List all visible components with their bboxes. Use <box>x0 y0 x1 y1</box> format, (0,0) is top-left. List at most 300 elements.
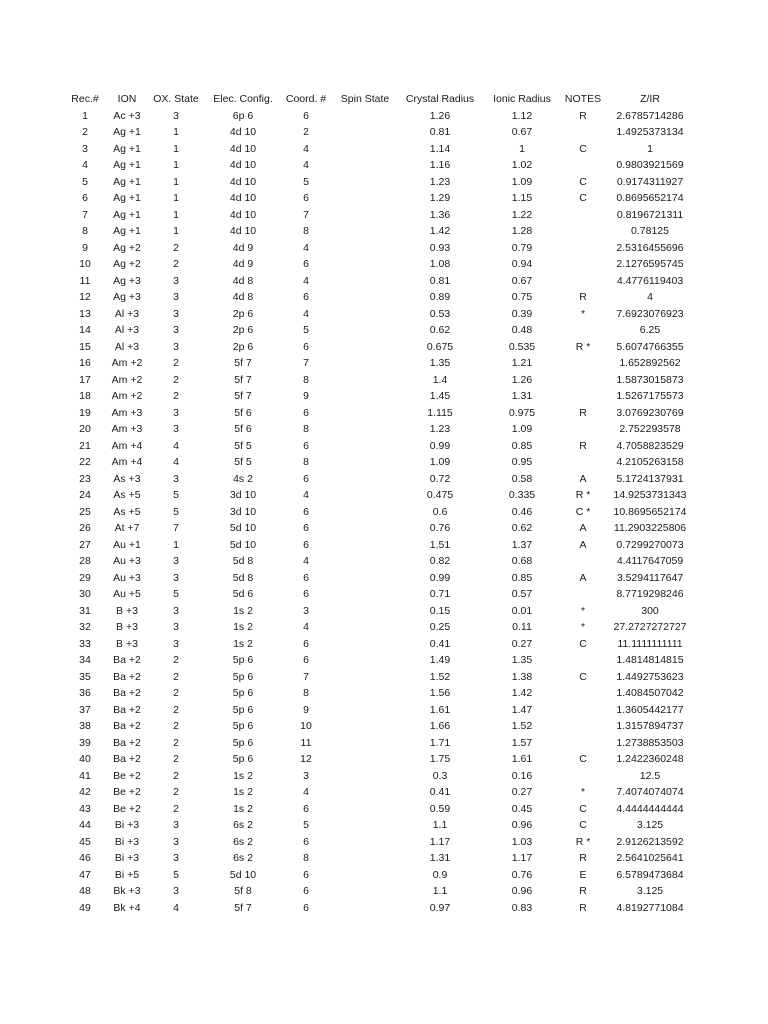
cell-ion: Am +3 <box>111 423 143 435</box>
cell-ion: B +3 <box>116 637 138 650</box>
cell-ion: Am +2 <box>111 357 143 369</box>
cell-z-ir: 1.652892562 <box>619 357 681 369</box>
cell-coord: 7 <box>303 357 309 369</box>
cell-z-ir: 3.0769230769 <box>616 406 684 419</box>
cell-z-ir: 2.752293578 <box>619 423 681 435</box>
table-row <box>0 141 768 158</box>
cell-crystal-radius: 0.25 <box>429 621 451 633</box>
cell-crystal-radius: 1.31 <box>429 852 451 864</box>
cell-ion: Ag +1 <box>113 208 141 221</box>
cell-z-ir: 1.5267175573 <box>616 390 684 402</box>
cell-z-ir: 0.9174311927 <box>616 175 684 188</box>
cell-ion: Au +1 <box>113 538 141 551</box>
cell-ox-state: 3 <box>173 324 179 336</box>
cell-ionic-radius: 1.09 <box>511 423 533 435</box>
cell-elec-config: 5p 6 <box>232 670 254 683</box>
cell-coord: 5 <box>303 175 309 188</box>
cell-rec: 23 <box>79 472 91 485</box>
cell-z-ir: 4.4117647059 <box>616 555 684 567</box>
cell-z-ir: 2.5316455696 <box>616 241 684 254</box>
cell-elec-config: 5f 7 <box>234 373 252 386</box>
table-row <box>0 784 768 801</box>
cell-rec: 31 <box>79 604 91 617</box>
cell-notes: R * <box>575 340 591 353</box>
cell-ox-state: 3 <box>173 472 179 485</box>
cell-crystal-radius: 0.89 <box>429 291 451 303</box>
cell-rec: 32 <box>79 621 91 633</box>
cell-crystal-radius: 1.14 <box>429 142 451 155</box>
table-row <box>0 240 768 257</box>
cell-z-ir: 5.1724137931 <box>616 472 684 485</box>
cell-ion: B +3 <box>116 604 138 617</box>
cell-ox-state: 1 <box>173 538 179 551</box>
cell-ion: As +5 <box>113 489 141 501</box>
cell-ionic-radius: 0.62 <box>511 522 533 534</box>
table-row <box>0 355 768 372</box>
cell-coord: 11 <box>300 736 312 749</box>
cell-z-ir: 0.78125 <box>631 225 669 237</box>
cell-elec-config: 4d 10 <box>229 142 257 155</box>
cell-ionic-radius: 1.35 <box>511 654 533 666</box>
table-row <box>0 636 768 653</box>
cell-ion: Bi +5 <box>114 868 140 881</box>
table-row <box>0 685 768 702</box>
cell-rec: 18 <box>79 390 91 402</box>
cell-notes: R <box>579 885 587 897</box>
cell-z-ir: 4.8192771084 <box>616 901 684 914</box>
cell-coord: 6 <box>303 258 309 270</box>
cell-ionic-radius: 1.61 <box>511 753 533 765</box>
cell-crystal-radius: 1.08 <box>429 258 451 270</box>
table-row <box>0 669 768 686</box>
cell-coord: 6 <box>303 439 309 452</box>
cell-z-ir: 14.9253731343 <box>613 489 687 501</box>
cell-ox-state: 2 <box>173 390 179 402</box>
table-row <box>0 603 768 620</box>
cell-crystal-radius: 1.16 <box>429 159 451 171</box>
cell-z-ir: 3.125 <box>636 885 664 897</box>
cell-elec-config: 1s 2 <box>233 802 253 815</box>
cell-crystal-radius: 0.99 <box>429 571 451 584</box>
cell-coord: 6 <box>303 835 309 848</box>
table-row <box>0 108 768 125</box>
cell-elec-config: 5f 7 <box>234 901 252 914</box>
cell-rec: 11 <box>79 274 91 287</box>
cell-rec: 44 <box>79 819 91 831</box>
cell-elec-config: 4d 10 <box>229 126 257 138</box>
cell-ionic-radius: 0.01 <box>511 604 533 617</box>
cell-ionic-radius: 0.76 <box>511 868 533 881</box>
header-notes: NOTES <box>564 93 602 105</box>
cell-ionic-radius: 0.79 <box>511 241 533 254</box>
cell-elec-config: 4d 10 <box>229 175 257 188</box>
cell-notes: R * <box>575 835 591 848</box>
cell-ionic-radius: 1.15 <box>511 192 533 204</box>
cell-crystal-radius: 0.41 <box>429 637 451 650</box>
cell-rec: 30 <box>79 588 91 600</box>
cell-ionic-radius: 1.28 <box>511 225 533 237</box>
cell-ion: Be +2 <box>113 802 141 815</box>
cell-coord: 6 <box>303 868 309 881</box>
cell-ox-state: 2 <box>173 720 179 732</box>
table-row <box>0 504 768 521</box>
cell-notes: A <box>579 522 587 534</box>
cell-ox-state: 3 <box>173 885 179 897</box>
cell-z-ir: 2.6785714286 <box>616 109 684 122</box>
cell-ionic-radius: 0.67 <box>511 274 533 287</box>
cell-notes: R * <box>575 489 591 501</box>
cell-rec: 27 <box>79 538 91 551</box>
cell-rec: 29 <box>79 571 91 584</box>
cell-notes: R <box>579 291 587 303</box>
cell-ox-state: 3 <box>173 604 179 617</box>
cell-coord: 8 <box>303 687 309 699</box>
cell-rec: 20 <box>79 423 91 435</box>
cell-crystal-radius: 1.1 <box>432 819 448 831</box>
cell-ionic-radius: 1.52 <box>511 720 533 732</box>
cell-rec: 2 <box>82 126 88 138</box>
cell-crystal-radius: 0.99 <box>429 439 451 452</box>
table-row <box>0 702 768 719</box>
cell-notes: C <box>579 753 587 765</box>
cell-ion: Al +3 <box>114 307 140 320</box>
header-ox-state: OX. State <box>153 93 199 105</box>
cell-crystal-radius: 0.71 <box>429 588 451 600</box>
cell-crystal-radius: 1.56 <box>429 687 451 699</box>
cell-ionic-radius: 0.83 <box>511 901 533 914</box>
cell-ionic-radius: 1.22 <box>511 208 533 221</box>
cell-notes: R <box>579 109 587 122</box>
cell-elec-config: 4d 10 <box>229 208 257 221</box>
cell-ion: At +7 <box>114 522 140 534</box>
cell-notes: A <box>579 538 587 551</box>
cell-coord: 6 <box>303 538 309 551</box>
table-row <box>0 471 768 488</box>
cell-crystal-radius: 1.45 <box>429 390 451 402</box>
cell-crystal-radius: 1.23 <box>429 175 451 188</box>
header-crystal-radius: Crystal Radius <box>405 93 475 105</box>
cell-ion: Ag +1 <box>113 225 141 237</box>
cell-coord: 7 <box>303 670 309 683</box>
cell-z-ir: 2.5641025641 <box>616 852 684 864</box>
cell-rec: 46 <box>79 852 91 864</box>
cell-ox-state: 5 <box>173 868 179 881</box>
cell-ionic-radius: 0.27 <box>511 786 533 798</box>
cell-crystal-radius: 1.61 <box>429 703 451 716</box>
cell-crystal-radius: 0.53 <box>429 307 451 320</box>
cell-crystal-radius: 0.93 <box>429 241 451 254</box>
cell-rec: 17 <box>79 373 91 386</box>
cell-ox-state: 2 <box>173 769 179 782</box>
cell-elec-config: 4d 10 <box>229 192 257 204</box>
table-row <box>0 405 768 422</box>
cell-coord: 9 <box>303 703 309 716</box>
cell-z-ir: 7.6923076923 <box>616 307 684 320</box>
cell-coord: 6 <box>303 885 309 897</box>
cell-rec: 1 <box>82 109 88 122</box>
cell-notes: * <box>580 604 586 617</box>
cell-ox-state: 2 <box>173 654 179 666</box>
cell-coord: 6 <box>303 192 309 204</box>
cell-elec-config: 2p 6 <box>232 340 254 353</box>
cell-coord: 4 <box>303 159 309 171</box>
cell-elec-config: 5f 6 <box>234 406 252 419</box>
table-row <box>0 553 768 570</box>
cell-ion: Au +3 <box>113 555 141 567</box>
cell-z-ir: 1.4814814815 <box>616 654 684 666</box>
cell-ox-state: 3 <box>173 109 179 122</box>
table-row <box>0 190 768 207</box>
cell-crystal-radius: 1.17 <box>429 835 451 848</box>
cell-ox-state: 5 <box>173 489 179 501</box>
cell-ox-state: 3 <box>173 852 179 864</box>
cell-notes: E <box>579 868 587 881</box>
cell-z-ir: 1.4925373134 <box>616 126 684 138</box>
cell-z-ir: 1 <box>647 142 653 155</box>
cell-rec: 36 <box>79 687 91 699</box>
cell-ion: Ag +1 <box>113 159 141 171</box>
cell-elec-config: 1s 2 <box>233 637 253 650</box>
cell-elec-config: 5f 7 <box>234 390 252 402</box>
cell-ox-state: 4 <box>173 439 179 452</box>
table-row <box>0 124 768 141</box>
cell-ion: Ag +1 <box>113 175 141 188</box>
cell-ionic-radius: 0.48 <box>511 324 533 336</box>
cell-z-ir: 7.4074074074 <box>616 786 684 798</box>
cell-ion: Au +5 <box>113 588 141 600</box>
cell-ion: Ba +2 <box>113 654 141 666</box>
cell-ionic-radius: 1.17 <box>511 852 533 864</box>
cell-crystal-radius: 0.475 <box>426 489 454 501</box>
cell-rec: 45 <box>79 835 91 848</box>
cell-rec: 15 <box>79 340 91 353</box>
cell-ion: Am +4 <box>111 456 143 468</box>
cell-elec-config: 4d 10 <box>229 159 257 171</box>
cell-ox-state: 3 <box>173 571 179 584</box>
cell-rec: 21 <box>79 439 91 452</box>
cell-ion: Bi +3 <box>114 835 140 848</box>
cell-ox-state: 2 <box>173 753 179 765</box>
cell-ionic-radius: 0.85 <box>511 571 533 584</box>
cell-elec-config: 5p 6 <box>232 736 254 749</box>
cell-rec: 3 <box>82 142 88 155</box>
cell-coord: 7 <box>303 208 309 221</box>
cell-coord: 6 <box>303 505 309 518</box>
cell-ox-state: 2 <box>173 357 179 369</box>
table-row <box>0 834 768 851</box>
cell-z-ir: 1.3157894737 <box>616 720 684 732</box>
cell-ion: Am +4 <box>111 439 143 452</box>
cell-ionic-radius: 0.16 <box>511 769 533 782</box>
cell-ox-state: 1 <box>173 175 179 188</box>
cell-elec-config: 4d 10 <box>229 225 257 237</box>
cell-crystal-radius: 1.4 <box>432 373 448 386</box>
cell-crystal-radius: 1.35 <box>429 357 451 369</box>
cell-crystal-radius: 0.81 <box>429 126 451 138</box>
cell-elec-config: 5d 8 <box>232 571 254 584</box>
table-row <box>0 735 768 752</box>
cell-notes: * <box>580 307 586 320</box>
cell-crystal-radius: 0.82 <box>429 555 451 567</box>
table-row <box>0 537 768 554</box>
cell-ion: Au +3 <box>113 571 141 584</box>
cell-ion: Ba +2 <box>113 720 141 732</box>
header-z-ir: Z/IR <box>640 93 660 105</box>
header-coord: Coord. # <box>285 93 327 105</box>
cell-ionic-radius: 1.21 <box>511 357 533 369</box>
cell-z-ir: 1.5873015873 <box>616 373 684 386</box>
cell-elec-config: 5p 6 <box>232 720 254 732</box>
cell-ionic-radius: 0.96 <box>511 819 533 831</box>
cell-rec: 28 <box>79 555 91 567</box>
cell-ion: Bi +3 <box>114 852 140 864</box>
cell-crystal-radius: 1.66 <box>429 720 451 732</box>
cell-coord: 8 <box>303 373 309 386</box>
table-row <box>0 751 768 768</box>
cell-coord: 8 <box>303 852 309 864</box>
cell-crystal-radius: 1.52 <box>429 670 451 683</box>
cell-elec-config: 5d 10 <box>229 868 257 881</box>
cell-crystal-radius: 1.36 <box>429 208 451 221</box>
cell-elec-config: 1s 2 <box>233 769 253 782</box>
cell-elec-config: 5d 8 <box>232 555 254 567</box>
cell-ion: Ag +1 <box>113 142 141 155</box>
cell-ionic-radius: 1 <box>519 142 525 155</box>
cell-rec: 39 <box>79 736 91 749</box>
cell-ionic-radius: 1.26 <box>511 373 533 386</box>
cell-ionic-radius: 0.46 <box>511 505 533 518</box>
cell-ionic-radius: 0.95 <box>511 456 533 468</box>
cell-elec-config: 2p 6 <box>232 307 254 320</box>
cell-coord: 2 <box>303 126 309 138</box>
cell-z-ir: 0.9803921569 <box>616 159 684 171</box>
cell-z-ir: 1.4084507042 <box>616 687 684 699</box>
cell-notes: C <box>579 175 587 188</box>
table-row <box>0 256 768 273</box>
cell-crystal-radius: 0.41 <box>429 786 451 798</box>
cell-rec: 10 <box>79 258 91 270</box>
cell-crystal-radius: 0.97 <box>429 901 451 914</box>
cell-coord: 12 <box>300 753 312 765</box>
cell-ion: Al +3 <box>114 324 140 336</box>
cell-coord: 4 <box>303 489 309 501</box>
cell-coord: 10 <box>300 720 312 732</box>
cell-ion: Ag +3 <box>113 274 141 287</box>
cell-z-ir: 1.3605442177 <box>616 703 684 716</box>
cell-coord: 4 <box>303 142 309 155</box>
table-row <box>0 372 768 389</box>
cell-z-ir: 1.4492753623 <box>616 670 684 683</box>
cell-z-ir: 11.1111111111 <box>617 637 683 650</box>
cell-ion: Be +2 <box>113 786 141 798</box>
cell-coord: 3 <box>303 604 309 617</box>
cell-crystal-radius: 0.72 <box>429 472 451 485</box>
cell-z-ir: 4.4444444444 <box>616 802 684 815</box>
cell-coord: 6 <box>303 522 309 534</box>
cell-rec: 24 <box>79 489 91 501</box>
cell-notes: C <box>579 637 587 650</box>
cell-ionic-radius: 1.03 <box>511 835 533 848</box>
cell-ion: Bk +3 <box>113 885 141 897</box>
cell-ion: Am +3 <box>111 406 143 419</box>
cell-rec: 49 <box>79 901 91 914</box>
cell-elec-config: 4d 8 <box>232 291 254 303</box>
cell-ionic-radius: 0.975 <box>508 406 536 419</box>
cell-coord: 5 <box>303 324 309 336</box>
cell-crystal-radius: 1.115 <box>427 406 453 419</box>
cell-ox-state: 2 <box>173 786 179 798</box>
cell-coord: 8 <box>303 423 309 435</box>
cell-z-ir: 1.2738853503 <box>616 736 684 749</box>
table-row <box>0 438 768 455</box>
cell-elec-config: 5p 6 <box>232 753 254 765</box>
cell-notes: R <box>579 901 587 914</box>
cell-ox-state: 3 <box>173 307 179 320</box>
header-ionic-radius: Ionic Radius <box>493 93 551 105</box>
cell-rec: 43 <box>79 802 91 815</box>
cell-crystal-radius: 1.71 <box>429 736 451 749</box>
table-row <box>0 718 768 735</box>
cell-ionic-radius: 1.37 <box>511 538 533 551</box>
cell-coord: 4 <box>303 786 309 798</box>
cell-ion: Ba +2 <box>113 670 141 683</box>
cell-rec: 8 <box>82 225 88 237</box>
cell-rec: 5 <box>82 175 88 188</box>
cell-coord: 9 <box>303 390 309 402</box>
cell-elec-config: 5d 10 <box>229 522 257 534</box>
cell-elec-config: 5p 6 <box>232 687 254 699</box>
cell-rec: 6 <box>82 192 88 204</box>
cell-coord: 5 <box>303 819 309 831</box>
cell-z-ir: 0.7299270073 <box>616 538 684 551</box>
cell-notes: C <box>579 192 587 204</box>
cell-elec-config: 5f 5 <box>234 439 252 452</box>
cell-coord: 6 <box>303 472 309 485</box>
header-elec-config: Elec. Config. <box>213 93 273 105</box>
cell-rec: 38 <box>79 720 91 732</box>
cell-ion: Ba +2 <box>113 703 141 716</box>
cell-ionic-radius: 0.75 <box>511 291 533 303</box>
cell-elec-config: 5p 6 <box>232 703 254 716</box>
cell-elec-config: 3d 10 <box>229 489 257 501</box>
cell-rec: 7 <box>82 208 88 221</box>
cell-rec: 33 <box>79 637 91 650</box>
cell-ox-state: 3 <box>173 274 179 287</box>
cell-ox-state: 2 <box>173 687 179 699</box>
cell-ion: Ba +2 <box>113 753 141 765</box>
cell-ox-state: 3 <box>173 621 179 633</box>
table-row <box>0 883 768 900</box>
cell-ox-state: 1 <box>173 142 179 155</box>
cell-ionic-radius: 1.38 <box>511 670 533 683</box>
table-row <box>0 487 768 504</box>
table-row <box>0 388 768 405</box>
cell-coord: 4 <box>303 621 309 633</box>
cell-z-ir: 8.7719298246 <box>616 588 684 600</box>
cell-z-ir: 5.6074766355 <box>616 340 684 353</box>
cell-crystal-radius: 1.26 <box>429 109 451 122</box>
cell-ion: Al +3 <box>114 340 140 353</box>
table-row <box>0 273 768 290</box>
cell-ionic-radius: 1.31 <box>511 390 533 402</box>
cell-notes: R <box>579 406 587 419</box>
cell-coord: 8 <box>303 225 309 237</box>
cell-notes: C <box>579 802 587 815</box>
table-body <box>0 108 768 917</box>
cell-notes: C <box>579 819 587 831</box>
cell-ionic-radius: 1.57 <box>511 736 533 749</box>
cell-ox-state: 1 <box>173 225 179 237</box>
